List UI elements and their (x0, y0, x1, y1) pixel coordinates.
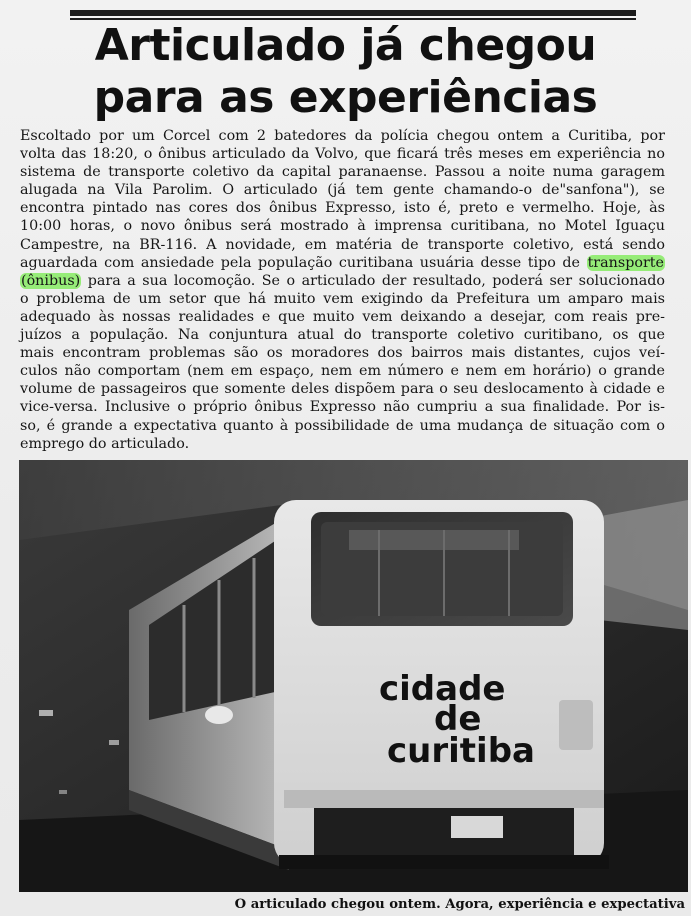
top-rule (70, 10, 636, 16)
body-line: adequado às nossas realidades e que muito vem deixando a desejar, com reais pre- (20, 308, 665, 325)
body-line: alugada na Vila Parolim. O articulado (já tem gente chamando-o de"sanfona"), se (20, 182, 665, 199)
body-line: encontra pintado nas cores dos ônibus Expresso, isto é, preto e vermelho. Hoje, às (20, 200, 665, 217)
highlighted-word: transporte (587, 254, 665, 271)
bus-lettering-line-1: cidade (379, 669, 506, 709)
body-line: emprego do articulado. (20, 435, 190, 452)
body-line: juízos a população. Na conjuntura atual do transporte coletivo curitibano, os que (20, 327, 665, 344)
bus-lettering-line-3: curitiba (387, 731, 535, 771)
highlighted-word: (ônibus) (21, 272, 81, 289)
body-line-text: para a sua locomoção. Se o articulado der resultado, poderá ser solucionado (87, 272, 666, 289)
body-line-text: aguardada com ansiedade pela população curitibana usuária desse tipo de (20, 254, 581, 271)
body-line: so, é grande a expectativa quanto à possibilidade de uma mudança de situação com o (20, 417, 665, 434)
body-line-with-highlight (20, 272, 665, 290)
body-line: o problema de um setor que há muito vem exigindo da Prefeitura um amparo mais (20, 290, 665, 307)
body-line-with-highlight (20, 254, 665, 272)
body-line: Campestre, na BR-116. A novidade, em matéria de transporte coletivo, está sendo (20, 236, 665, 253)
body-line: volta das 18:20, o ônibus articulado da Volvo, que ficará três meses em experiência no (20, 146, 665, 163)
bus-photo (19, 460, 688, 892)
photo-caption: O articulado chegou ontem. Agora, experiência e expectativa (234, 897, 685, 912)
article-body (20, 127, 665, 453)
bus-lettering-line-2: de (434, 699, 482, 739)
body-line: 10:00 horas, o novo ônibus será mostrado à imprensa curitibana, no Motel Iguaçu (20, 218, 665, 235)
headline (0, 20, 691, 124)
body-line: culos não comportam (nem em espaço, nem em número e nem em horário) o grande (20, 363, 665, 380)
headline-line-2: para as experiências (93, 72, 598, 123)
body-line: volume de passageiros que somente deles dispõem para o seu deslocamento à cidade e (20, 381, 665, 398)
body-line: mais encontram problemas são os moradores dos bairros mais distantes, cujos veí- (20, 345, 665, 362)
body-line: vice-versa. Inclusive o próprio ônibus Expresso não cumpriu a sua finalidade. Por is- (20, 399, 665, 416)
headline-line-1: Articulado já chegou (94, 20, 597, 71)
body-line: Escoltado por um Corcel com 2 batedores da polícia chegou ontem a Curitiba, por (20, 128, 665, 144)
body-line: sistema de transporte coletivo da capital paranaense. Passou a noite numa garagem (20, 164, 665, 181)
